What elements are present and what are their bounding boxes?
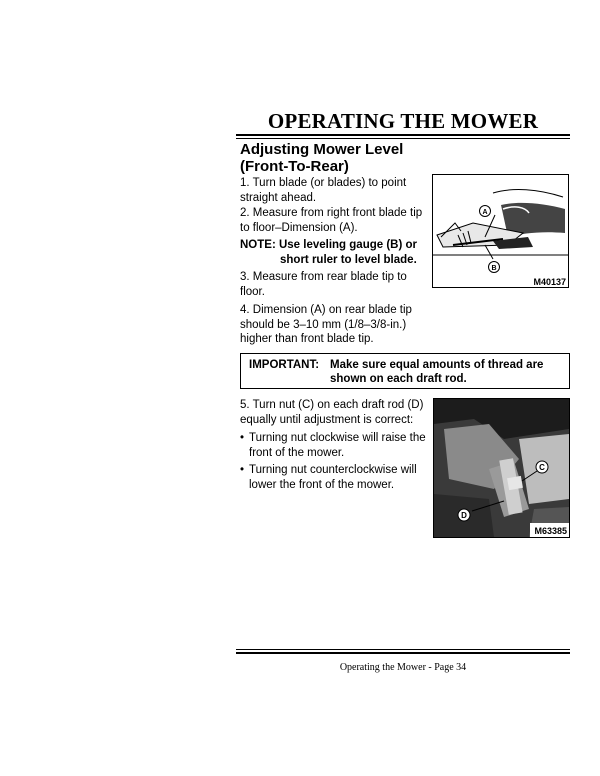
callout-c: C <box>539 463 545 472</box>
footer-rule-thin <box>236 649 570 650</box>
step-4: 4. Dimension (A) on rear blade tip should be 3–10 mm (1/8–3/8-in.) higher than front blade tip. <box>240 304 412 345</box>
important-label: IMPORTANT: <box>249 359 320 371</box>
bullet-item <box>240 431 432 460</box>
figure-draft-rod <box>433 398 570 538</box>
footer-rule-thick <box>236 652 570 654</box>
page-footer: Operating the Mower - Page 34 <box>339 662 467 673</box>
bullet-text: Turning nut clockwise will raise the front of the mower. <box>249 432 426 459</box>
figure1-code: M40137 <box>533 277 566 287</box>
blade-measure-illustration <box>433 175 568 287</box>
title-rule-thick <box>236 134 570 136</box>
title-rule-thin <box>236 138 570 139</box>
figure-blade-measure <box>432 174 569 288</box>
callout-b: B <box>491 265 497 272</box>
note-line2: short ruler to level blade. <box>280 253 417 266</box>
step-2: 2. Measure from right front blade tip to floor–Dimension (A). <box>240 207 423 234</box>
step-1: 1. Turn blade (or blades) to point straight ahead. <box>240 177 407 204</box>
section-heading-line1: Adjusting Mower Level <box>240 141 404 158</box>
page-title: OPERATING THE MOWER <box>267 109 539 133</box>
important-box <box>240 353 570 389</box>
step-3: 3. Measure from rear blade tip to floor. <box>240 271 407 298</box>
bullet-symbol: • <box>240 432 245 444</box>
bullet-text: Turning nut counterclockwise will lower the front of the mower. <box>249 464 417 491</box>
note-line1: NOTE: Use leveling gauge (B) or <box>240 239 417 251</box>
figure2-code: M63385 <box>534 526 567 536</box>
section-heading <box>240 141 440 175</box>
step-5: 5. Turn nut (C) on each draft rod (D) equally until adjustment is correct: <box>240 399 424 426</box>
callout-d: D <box>461 511 467 520</box>
bullet-symbol: • <box>240 464 245 476</box>
bullet-item <box>240 463 432 492</box>
important-text: Make sure equal amounts of thread are shown on each draft rod. <box>330 359 544 385</box>
callout-a: A <box>482 209 488 216</box>
note <box>240 238 430 267</box>
section-heading-line2: (Front-To-Rear) <box>240 158 349 175</box>
draft-rod-photo <box>434 399 569 537</box>
